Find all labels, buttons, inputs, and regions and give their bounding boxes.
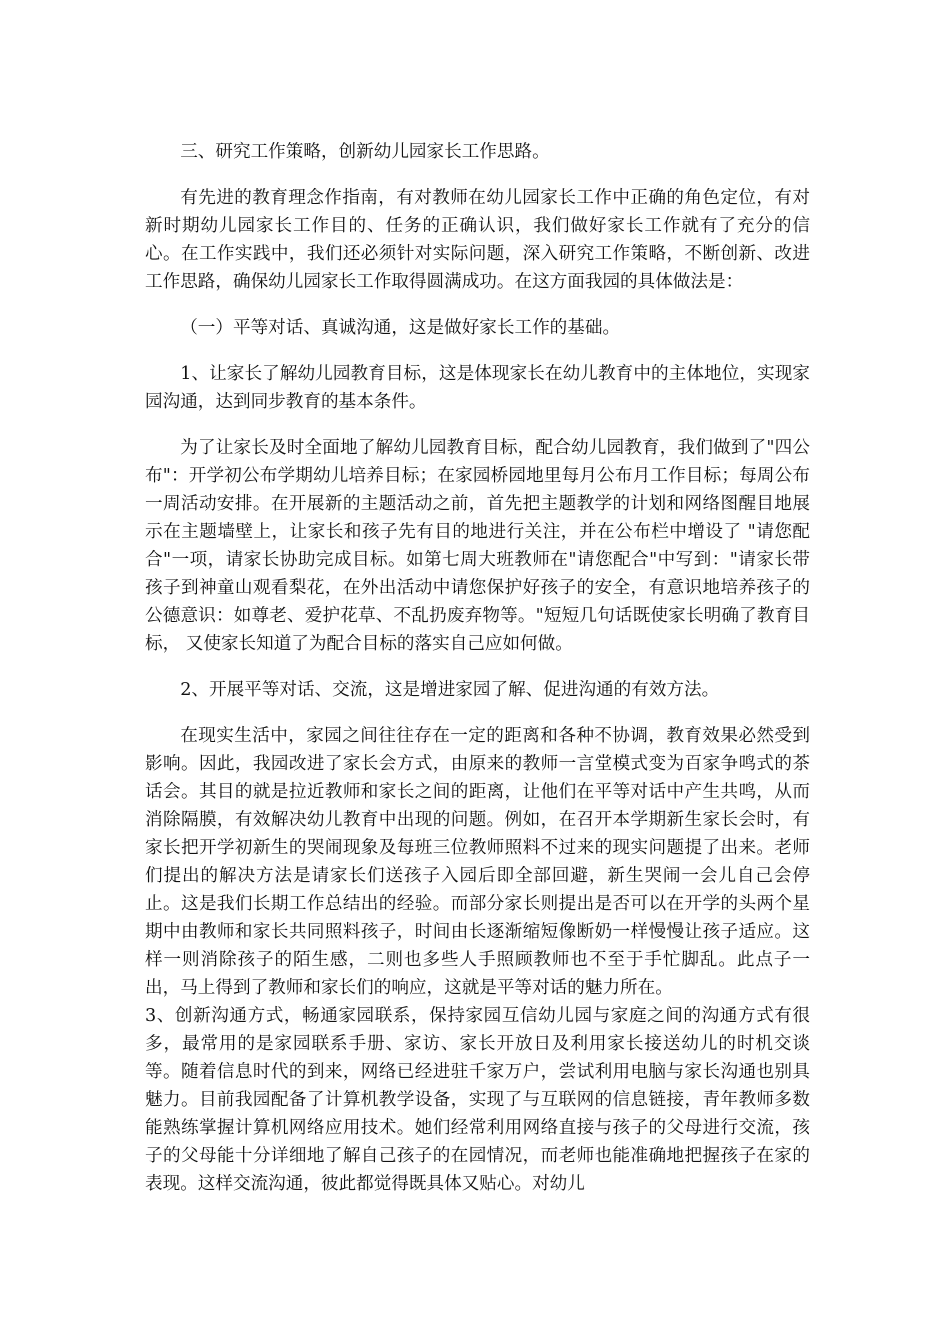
subsection-heading: （一）平等对话、真诚沟通，这是做好家长工作的基础。 (180, 318, 621, 338)
paragraph-tea-party: 在现实生活中，家园之间往往存在一定的距离和各种不协调，教育效果必然受到影响。因此，我园改进了家长会方式，由原来的教师一言堂模式变为百家争鸣式的茶话会。其目的就是拉近教师和家长之间的距离，让他们在平等对话中产生共鸣，从而消除隔膜，有效解决幼儿教育中出现的问题。例如，在召开本学期新生家长会时，有家长把开学初新生的哭闹现象及每班三位教师照料不过来的现实问题提了出来。老师们提出的解决方法是请家长们送孩子入园后即全部回避，新生哭闹一会儿自己会停止。这是我们长期工作总结出的经验。而部分家长则提出是否可以在开学的头两个星期中由教师和家长共同照料孩子，时间由长逐渐缩短像断奶一样慢慢让孩子适应。这样一则消除孩子的陌生感，二则也多些人手照顾教师也不至于手忙脚乱。此点子一出，马上得到了教师和家长们的响应，这就是平等对话的魅力所在。 (145, 726, 810, 998)
section-heading: 三、研究工作策略，创新幼儿园家长工作思路。 (180, 142, 550, 162)
paragraph-point-3: 3、创新沟通方式，畅通家园联系，保持家园互信幼儿园与家庭之间的沟通方式有很多，最常用的是家园联系手册、家访、家长开放日及利用家长接送幼儿的时机交谈等。随着信息时代的到来，网络已经进驻千家万户，尝试利用电脑与家长沟通也别具魅力。目前我园配备了计算机教学设备，实现了与互联网的信息链接，青年教师多数能熟练掌握计算机网络应用技术。她们经常利用网络直接与孩子的父母进行交流，孩子的父母能十分详细地了解自己孩子的在园情况，而老师也能准确地把握孩子在家的表现。这样交流沟通，彼此都觉得既具体又贴心。对幼儿 (145, 1006, 810, 1194)
paragraph-point-2: 2、开展平等对话、交流，这是增进家园了解、促进沟通的有效方法。 (180, 680, 720, 700)
document-page (145, 138, 810, 1216)
paragraph-point-1: 1、让家长了解幼儿园教育目标，这是体现家长在幼儿教育中的主体地位，实现家园沟通，达到同步教育的基本条件。 (145, 364, 810, 412)
paragraph-four-announcements: 为了让家长及时全面地了解幼儿园教育目标，配合幼儿园教育，我们做到了"四公布"：开学初公布学期幼儿培养目标；在家园桥园地里每月公布月工作目标；每周公布一周活动安排。在开展新的主题活动之前，首先把主题教学的计划和网络图醒目地展示在主题墙壁上，让家长和孩子先有目的地进行关注，并在公布栏中增设了 "请您配合"一项，请家长协助完成目标。如第七周大班教师在"请您配合"中写到："请家长带孩子到神童山观看梨花，在外出活动中请您保护好孩子的安全，有意识地培养孩子的公德意识：如尊老、爱护花草、不乱扔废弃物等。"短短几句话既使家长明确了教育目标， 又使家长知道了为配合目标的落实自己应如何做。 (145, 438, 810, 654)
paragraph-intro: 有先进的教育理念作指南，有对教师在幼儿园家长工作中正确的角色定位，有对新时期幼儿园家长工作目的、任务的正确认识，我们做好家长工作就有了充分的信心。在工作实践中，我们还必须针对实际问题，深入研究工作策略，不断创新、改进工作思路，确保幼儿园家长工作取得圆满成功。在这方面我园的具体做法是： (145, 188, 810, 292)
